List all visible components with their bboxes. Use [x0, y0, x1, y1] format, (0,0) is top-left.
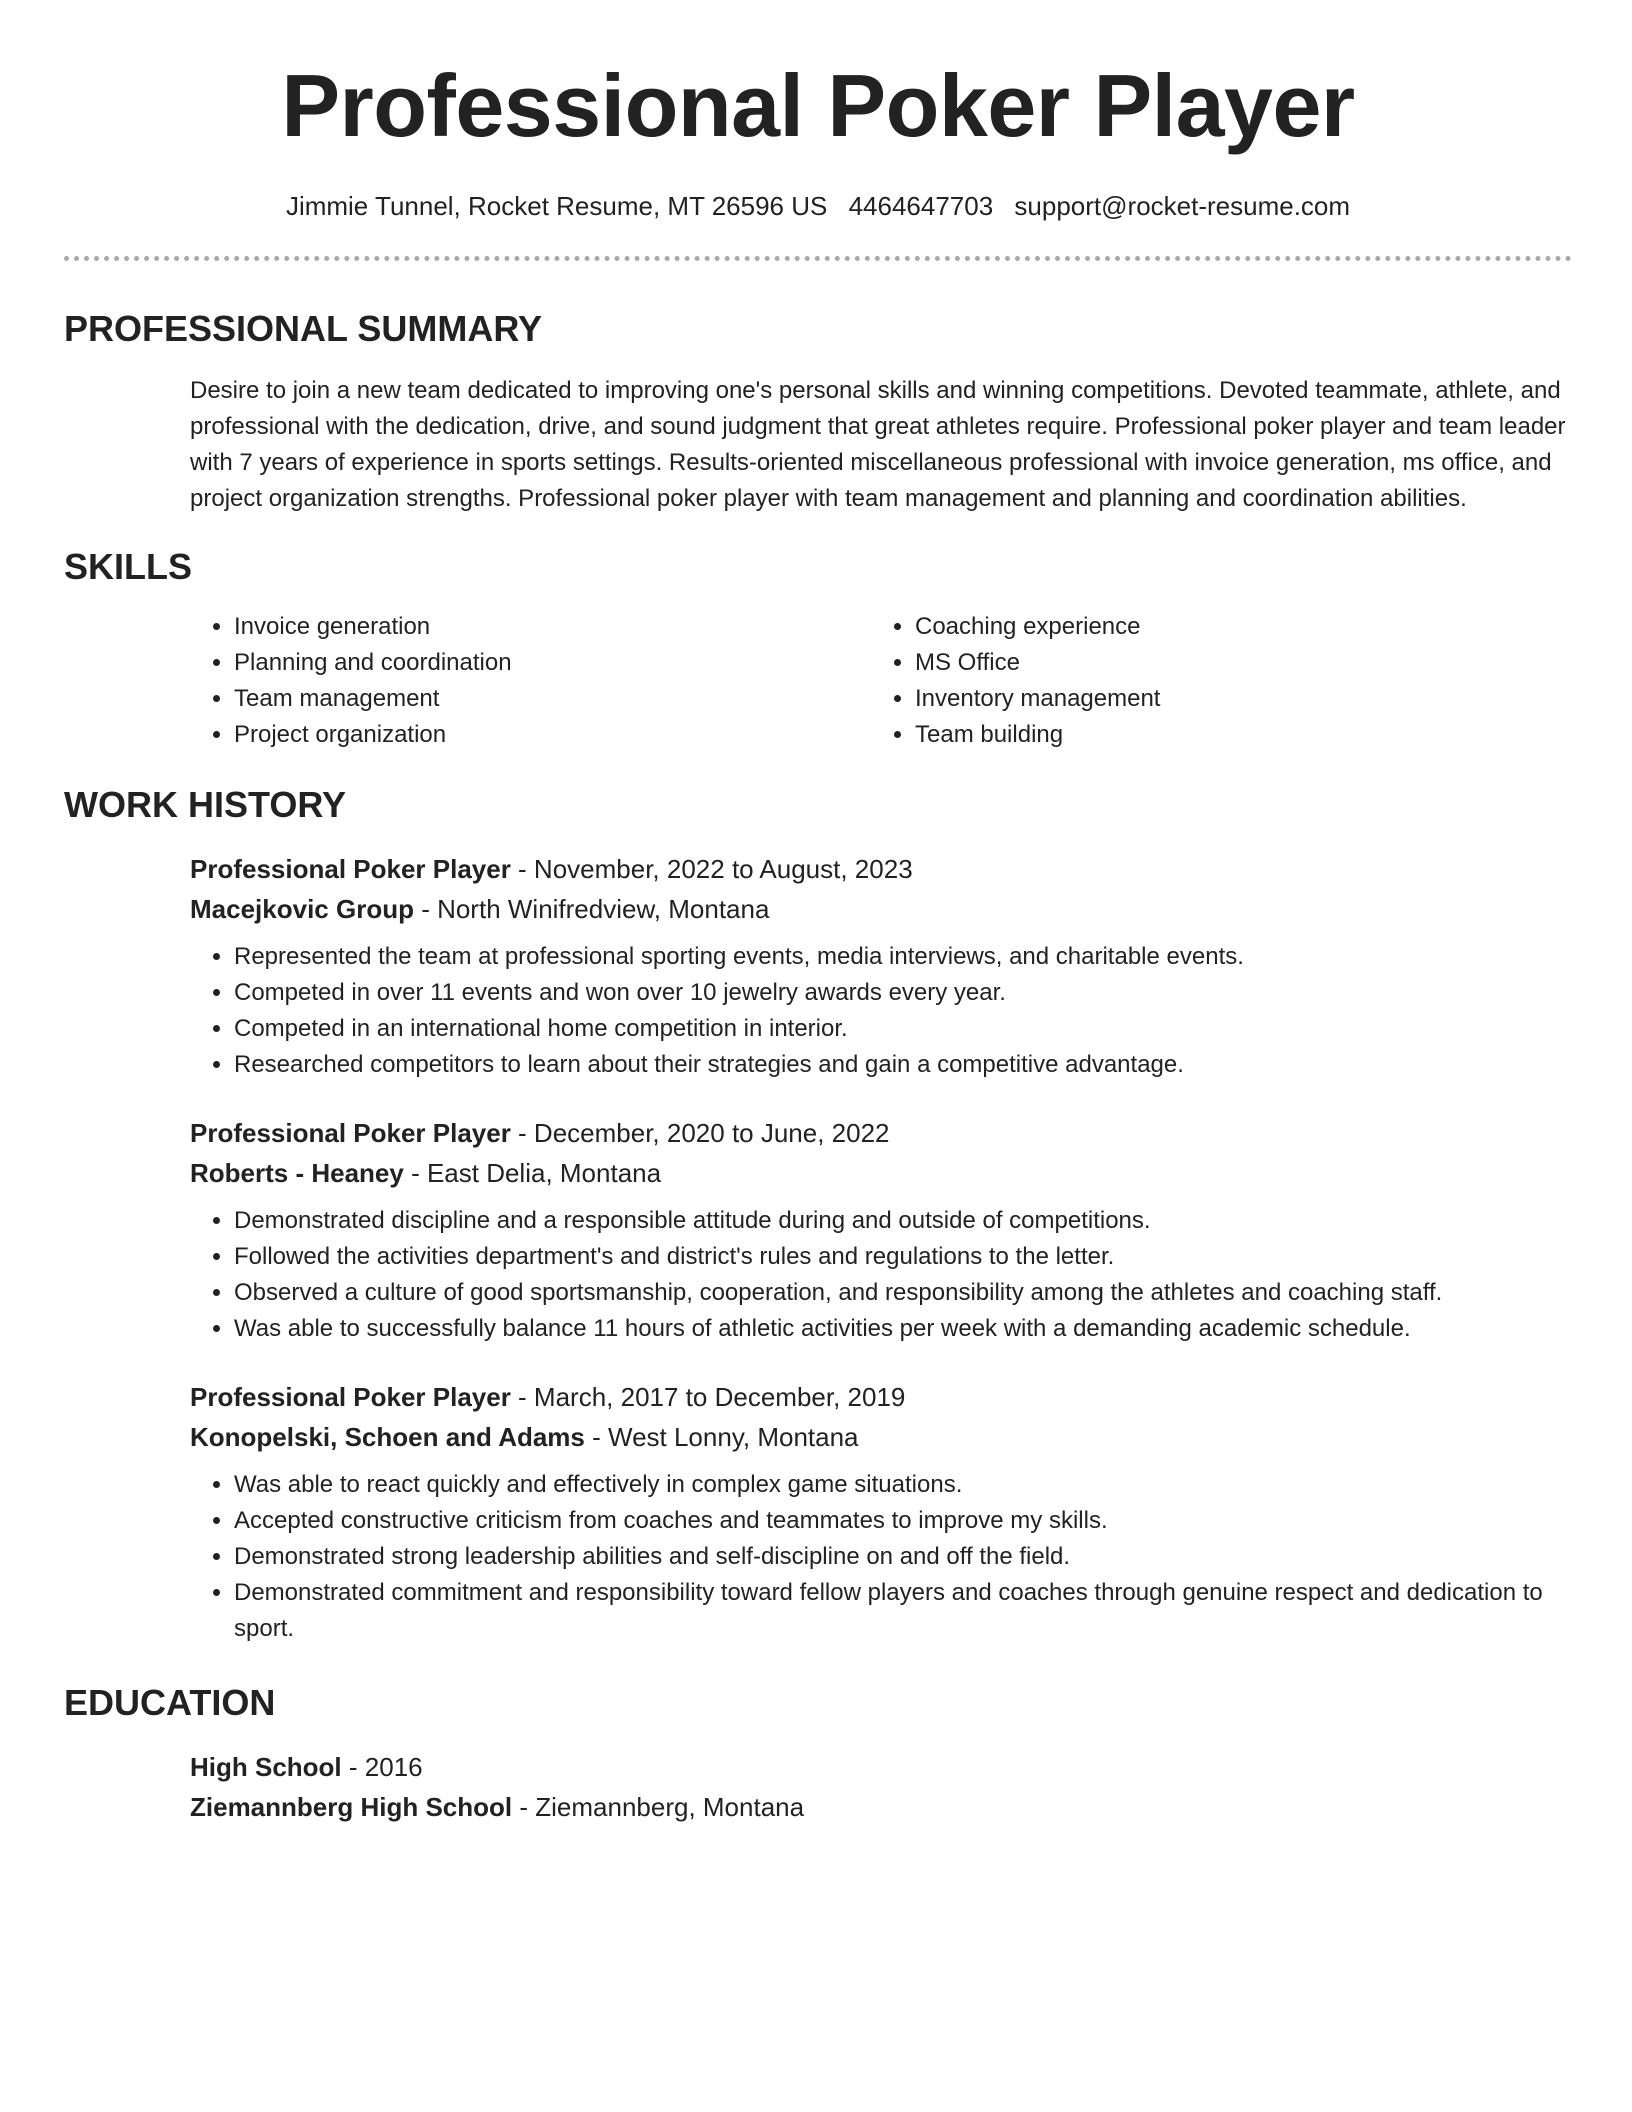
- job-bullet: • Represented the team at professional sporting events, media interviews, and charitable events.: [234, 939, 1572, 975]
- job-bullet: • Competed in over 11 events and won over 10 jewelry awards every year.: [234, 975, 1572, 1011]
- job-dates: - November, 2022 to August, 2023: [510, 854, 913, 884]
- job-location: - North Winifredview, Montana: [413, 894, 770, 924]
- job-role: Professional Poker Player: [190, 854, 511, 884]
- job-bullet: • Accepted constructive criticism from coaches and teammates to improve my skills.: [234, 1503, 1572, 1539]
- job-location: - East Delia, Montana: [403, 1158, 662, 1188]
- job-entry: [190, 849, 1572, 1083]
- skills-column-right: [871, 609, 1552, 753]
- job-bullet: • Followed the activities department's and district's rules and regulations to the letter.: [234, 1239, 1572, 1275]
- job-company: Konopelski, Schoen and Adams: [190, 1422, 585, 1452]
- education-location: - Ziemannberg, Montana: [512, 1792, 805, 1822]
- education-degree: High School: [190, 1752, 342, 1782]
- education-degree-line: [190, 1747, 1572, 1787]
- skill-item: • Inventory management: [915, 681, 1552, 717]
- skill-item: • Project organization: [234, 717, 871, 753]
- job-dates: - March, 2017 to December, 2019: [510, 1382, 906, 1412]
- skills-heading: SKILLS: [64, 546, 193, 587]
- skill-item: • Coaching experience: [915, 609, 1552, 645]
- resume-name-title: Professional Poker Player: [281, 56, 1355, 155]
- contact-address: Jimmie Tunnel, Rocket Resume, MT 26596 US: [285, 191, 828, 221]
- job-title-line: [190, 1113, 1572, 1153]
- contact-phone: 4464647703: [848, 191, 994, 221]
- job-company-line: [190, 889, 1572, 929]
- job-bullet: • Demonstrated discipline and a responsible attitude during and outside of competitions.: [234, 1203, 1572, 1239]
- job-bullet: • Observed a culture of good sportsmanship, cooperation, and responsibility among the athletes and coaching staff.: [234, 1275, 1572, 1311]
- job-dates: - December, 2020 to June, 2022: [510, 1118, 890, 1148]
- skills-list: [190, 609, 1572, 753]
- summary-heading: PROFESSIONAL SUMMARY: [64, 308, 543, 349]
- work-history-heading: WORK HISTORY: [64, 784, 347, 825]
- job-company-line: [190, 1417, 1572, 1457]
- education-heading: EDUCATION: [64, 1682, 276, 1723]
- education-school: Ziemannberg High School: [190, 1792, 513, 1822]
- job-location: - West Lonny, Montana: [584, 1422, 859, 1452]
- job-entry: [190, 1377, 1572, 1647]
- contact-email: support@rocket-resume.com: [1014, 191, 1351, 221]
- job-bullet: • Was able to react quickly and effectively in complex game situations.: [234, 1467, 1572, 1503]
- education-school-line: [190, 1787, 1572, 1827]
- resume-page: [64, 0, 1572, 1827]
- skill-item: • Team building: [915, 717, 1552, 753]
- job-title-line: [190, 1377, 1572, 1417]
- job-company: Roberts - Heaney: [190, 1158, 404, 1188]
- contact-line: [64, 190, 1572, 222]
- job-title-line: [190, 849, 1572, 889]
- job-bullets: [190, 1467, 1572, 1647]
- job-role: Professional Poker Player: [190, 1382, 511, 1412]
- job-bullet: • Was able to successfully balance 11 hours of athletic activities per week with a demanding academic schedule.: [234, 1311, 1572, 1347]
- job-bullet: • Demonstrated commitment and responsibility toward fellow players and coaches through genuine respect and dedication to sport.: [234, 1575, 1572, 1647]
- job-company: Macejkovic Group: [190, 894, 414, 924]
- education-entry: [190, 1747, 1572, 1827]
- skills-column-left: [190, 609, 871, 753]
- job-bullet: • Researched competitors to learn about their strategies and gain a competitive advantage.: [234, 1047, 1572, 1083]
- header-divider: [64, 256, 1572, 261]
- summary-text: Desire to join a new team dedicated to improving one's personal skills and winning competitions. Devoted teammate, athlete, and professional with the dedication, drive, and sound judgment that great athletes require. Professional poker player and team leader with 7 years of experience in sports settings. Results-oriented miscellaneous professional with invoice generation, ms office, and project organization strengths. Professional poker player with team management and planning and coordination abilities.: [190, 377, 1566, 512]
- job-role: Professional Poker Player: [190, 1118, 511, 1148]
- skill-item: • MS Office: [915, 645, 1552, 681]
- skill-item: • Team management: [234, 681, 871, 717]
- job-company-line: [190, 1153, 1572, 1193]
- job-bullets: [190, 939, 1572, 1083]
- skill-item: • Planning and coordination: [234, 645, 871, 681]
- job-bullets: [190, 1203, 1572, 1347]
- job-entry: [190, 1113, 1572, 1347]
- education-year: - 2016: [341, 1752, 423, 1782]
- skill-item: • Invoice generation: [234, 609, 871, 645]
- job-bullet: • Demonstrated strong leadership abilities and self-discipline on and off the field.: [234, 1539, 1572, 1575]
- job-bullet: • Competed in an international home competition in interior.: [234, 1011, 1572, 1047]
